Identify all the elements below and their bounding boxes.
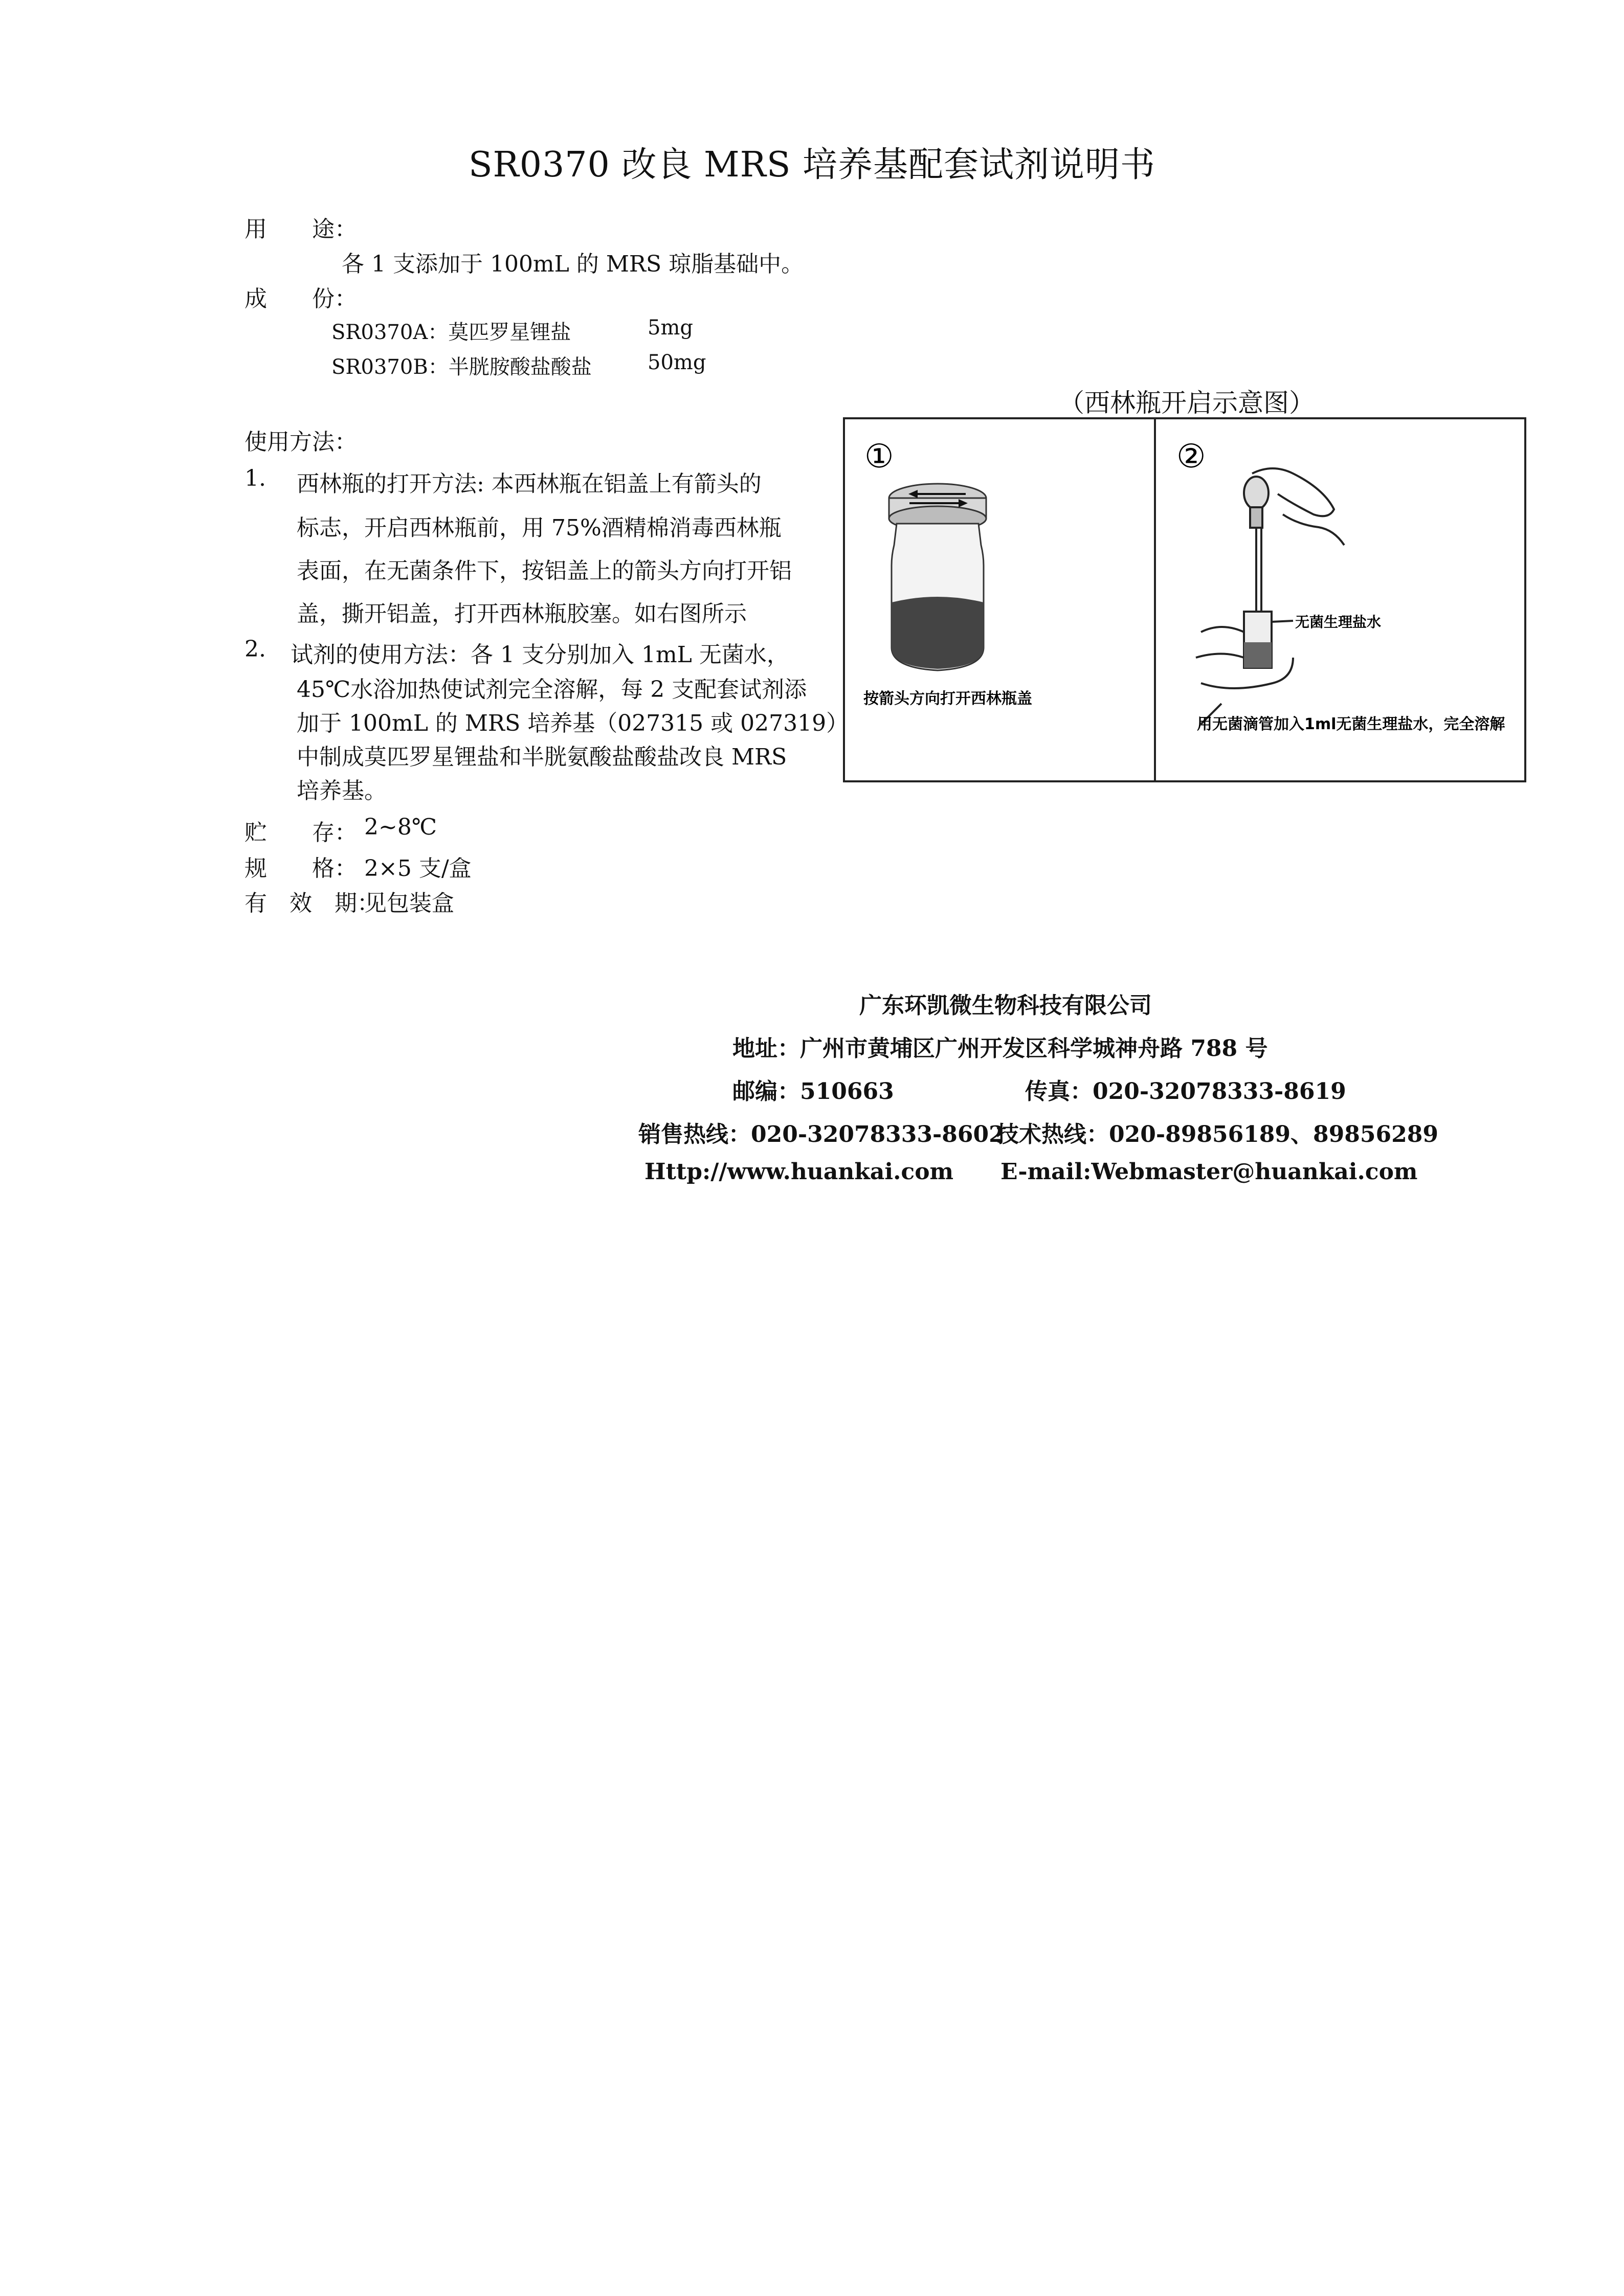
step-2-line: 45℃水浴加热使试剂完全溶解，每 2 支配套试剂添 <box>297 677 807 703</box>
step-2-line: 培养基。 <box>297 778 387 804</box>
company-sales-hotline: 销售热线：020-32078333-8602 <box>638 1121 1005 1147</box>
vial-opening-diagram <box>843 417 1526 782</box>
panel-1-marker: ① <box>864 438 894 476</box>
panel-1 <box>863 438 1032 708</box>
panel-2-label: 无菌生理盐水 <box>1295 614 1382 631</box>
document-title: SR0370 改良 MRS 培养基配套试剂说明书 <box>468 145 1156 185</box>
step-1-line: 表面，在无菌条件下，按铝盖上的箭头方向打开铝 <box>297 558 792 584</box>
composition-item-b-name: SR0370B：半胱胺酸盐酸盐 <box>331 355 592 379</box>
composition-item-a-amount: 5mg <box>648 316 693 340</box>
company-name: 广东环凯微生物科技有限公司 <box>859 993 1152 1019</box>
spec-label: 规 格： <box>244 856 357 882</box>
storage-label: 贮 存： <box>244 820 357 846</box>
step-1-number: 1. <box>244 465 266 491</box>
company-website: Http://www.huankai.com <box>644 1159 954 1185</box>
dropper-illustration <box>1196 468 1344 724</box>
usage-text: 各 1 支添加于 100mL 的 MRS 琼脂基础中。 <box>342 251 804 277</box>
composition-item-b-amount: 50mg <box>648 351 706 374</box>
step-1-line: 西林瓶的打开方法: 本西林瓶在铝盖上有箭头的 <box>297 471 762 497</box>
step-2-line: 试剂的使用方法：各 1 支分别加入 1mL 无菌水， <box>291 642 789 668</box>
panel-2 <box>1176 438 1505 733</box>
validity-label: 有 效 期： <box>244 890 380 916</box>
composition-label: 成 份： <box>244 286 357 312</box>
step-1-line: 标志，开启西林瓶前，用 75%酒精棉消毒西林瓶 <box>297 515 782 541</box>
company-fax: 传真：020-32078333-8619 <box>1025 1078 1346 1105</box>
figure-caption: （西林瓶开启示意图） <box>1059 388 1315 418</box>
company-tech-hotline: 技术热线：020-89856189、89856289 <box>996 1121 1438 1147</box>
step-1-line: 盖，撕开铝盖，打开西林瓶胶塞。如右图所示 <box>297 601 747 627</box>
spec-value: 2×5 支/盒 <box>364 856 472 882</box>
step-2-number: 2. <box>244 636 266 662</box>
vial-illustration <box>889 484 986 670</box>
validity-value: 见包装盒 <box>364 890 454 916</box>
step-2-line: 中制成莫匹罗星锂盐和半胱氨酸盐酸盐改良 MRS <box>297 744 787 770</box>
method-label: 使用方法： <box>244 429 357 455</box>
usage-label: 用 途： <box>244 216 357 242</box>
company-postcode: 邮编：510663 <box>732 1078 894 1105</box>
panel-2-marker: ② <box>1176 438 1206 476</box>
company-email: E-mail:Webmaster@huankai.com <box>1000 1159 1418 1185</box>
storage-value: 2~8℃ <box>364 814 437 840</box>
panel-2-caption: 用无菌滴管加入1ml无菌生理盐水，完全溶解 <box>1197 715 1505 733</box>
panel-1-caption: 按箭头方向打开西林瓶盖 <box>863 690 1032 708</box>
company-address: 地址：广州市黄埔区广州开发区科学城神舟路 788 号 <box>732 1036 1268 1062</box>
composition-item-a-name: SR0370A：莫匹罗星锂盐 <box>331 321 571 344</box>
step-2-line: 加于 100mL 的 MRS 培养基（027315 或 027319） <box>297 710 849 736</box>
